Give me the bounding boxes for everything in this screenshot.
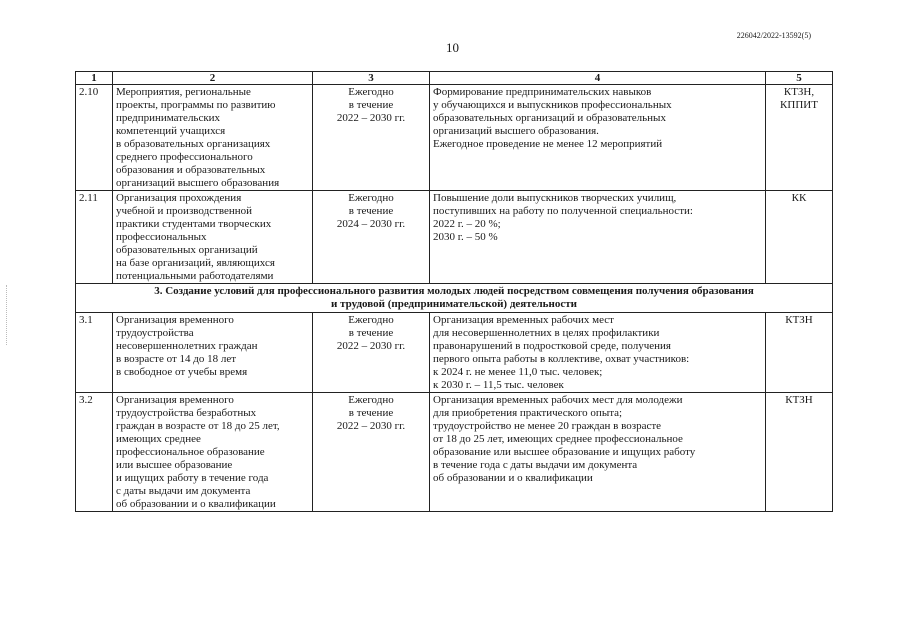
cell-line: на базе организаций, являющихся (116, 257, 275, 269)
cell-line: КТЗН, (783, 86, 815, 98)
cell-line: трудоустройства (116, 327, 194, 339)
table-header-row (76, 72, 833, 85)
cell-line: 2022 – 2030 гг. (336, 420, 406, 432)
term-cell (313, 393, 430, 512)
term-cell (313, 191, 430, 284)
term-cell (313, 85, 430, 191)
cell-line: Организация временного (116, 394, 234, 406)
cell-line: 2022 – 2030 гг. (336, 112, 406, 124)
cell-line: для несовершеннолетних в целях профилактики (433, 327, 660, 339)
cell-line: Ежегодно (348, 314, 394, 326)
result-cell (430, 393, 766, 512)
header-cell-4: 4 (430, 72, 766, 85)
cell-line: потенциальными работодателями (116, 270, 274, 282)
row-number: 3.1 (76, 313, 113, 393)
cell-line: 2024 – 2030 гг. (336, 218, 406, 230)
cell-line: к 2030 г. – 11,5 тыс. человек (433, 379, 564, 391)
cell-line: 2022 – 2030 гг. (336, 340, 406, 352)
section-heading-row (76, 284, 833, 313)
cell-line: в возрасте от 14 до 18 лет (116, 353, 237, 365)
section-heading-line: 3. Создание условий для профессионального развития молодых людей посредством совмещения получения образования (154, 285, 754, 297)
cell-line: проекты, программы по развитию (116, 99, 276, 111)
cell-line: в течение года с даты выдачи им документа (433, 459, 638, 471)
cell-line: профессиональное образование (116, 446, 265, 458)
cell-line: граждан в возрасте от 18 до 25 лет, (116, 420, 280, 432)
cell-line: компетенций учащихся (116, 125, 226, 137)
event-cell (113, 85, 313, 191)
cell-line: в течение (348, 205, 394, 217)
cell-line: имеющих среднее (116, 433, 201, 445)
table-row (76, 85, 833, 191)
header-cell-2: 2 (113, 72, 313, 85)
cell-line: для приобретения практического опыта; (433, 407, 623, 419)
table-row (76, 191, 833, 284)
cell-line: Формирование предпринимательских навыков (433, 86, 652, 98)
cell-line: предпринимательских (116, 112, 221, 124)
term-cell (313, 313, 430, 393)
cell-line: к 2024 г. не менее 11,0 тыс. человек; (433, 366, 603, 378)
section-heading-line: и трудовой (предпринимательской) деятельности (331, 298, 577, 310)
section-heading (76, 284, 833, 313)
cell-line: Ежегодное проведение не менее 12 мероприятий (433, 138, 663, 150)
cell-line: КТЗН (785, 314, 813, 326)
cell-line: трудоустройство не менее 20 граждан в возрасте (433, 420, 662, 432)
cell-line: в течение (348, 99, 394, 111)
cell-line: правонарушений в подростковой среде, получения (433, 340, 671, 352)
header-cell-1: 1 (76, 72, 113, 85)
cell-line: Организация временных рабочих мест (433, 314, 614, 326)
cell-line: Повышение доли выпускников творческих училищ, (433, 192, 677, 204)
cell-line: образовательных организаций и образовательных (433, 112, 666, 124)
table-row (76, 313, 833, 393)
cell-line: поступивших на работу по полученной специальности: (433, 205, 693, 217)
cell-line: образования и образовательных (116, 164, 266, 176)
result-cell (430, 191, 766, 284)
cell-line: и ищущих работу в течение года (116, 472, 269, 484)
cell-line: профессиональных (116, 231, 207, 243)
cell-line: с даты выдачи им документа (116, 485, 251, 497)
cell-line: КТЗН (785, 394, 813, 406)
header-cell-3: 3 (313, 72, 430, 85)
cell-line: в течение (348, 407, 394, 419)
cell-line: Организация временного (116, 314, 234, 326)
plan-table (75, 71, 833, 512)
margin-mark (6, 285, 8, 345)
cell-line: об образовании и о квалификации (116, 498, 276, 510)
row-number: 2.11 (76, 191, 113, 284)
page-number: 10 (446, 40, 459, 55)
cell-line: организаций высшего образования. (433, 125, 599, 137)
cell-line: Мероприятия, региональные (116, 86, 251, 98)
cell-line: несовершеннолетних граждан (116, 340, 258, 352)
cell-line: трудоустройства безработных (116, 407, 257, 419)
table-row (76, 393, 833, 512)
cell-line: Ежегодно (348, 192, 394, 204)
cell-line: в образовательных организациях (116, 138, 271, 150)
executor-cell (766, 393, 833, 512)
cell-line: организаций высшего образования (116, 177, 280, 189)
cell-line: среднего профессионального (116, 151, 253, 163)
row-number: 3.2 (76, 393, 113, 512)
cell-line: Ежегодно (348, 86, 394, 98)
result-cell (430, 85, 766, 191)
cell-line: первого опыта работы в коллективе, охват участников: (433, 353, 690, 365)
cell-line: об образовании и о квалификации (433, 472, 593, 484)
cell-line: учебной и производственной (116, 205, 253, 217)
cell-line: 2030 г. – 50 % (433, 231, 498, 243)
cell-line: Ежегодно (348, 394, 394, 406)
executor-cell (766, 85, 833, 191)
cell-line: в свободное от учебы время (116, 366, 248, 378)
cell-line: образовательных организаций (116, 244, 258, 256)
result-cell (430, 313, 766, 393)
cell-line: Организация прохождения (116, 192, 242, 204)
header-cell-5: 5 (766, 72, 833, 85)
cell-line: в течение (348, 327, 394, 339)
cell-line: КК (791, 192, 807, 204)
cell-line: практики студентами творческих (116, 218, 272, 230)
executor-cell (766, 191, 833, 284)
cell-line: 2022 г. – 20 %; (433, 218, 501, 230)
cell-line: или высшее образование (116, 459, 233, 471)
document-id: 226042/2022-13592(5) (736, 31, 811, 40)
cell-line: у обучающихся и выпускников профессиональных (433, 99, 672, 111)
event-cell (113, 191, 313, 284)
executor-cell (766, 313, 833, 393)
cell-line: КППИТ (780, 99, 818, 111)
cell-line: образование или высшее образование и ищущих работу (433, 446, 696, 458)
event-cell (113, 313, 313, 393)
row-number: 2.10 (76, 85, 113, 191)
cell-line: от 18 до 25 лет, имеющих среднее профессиональное (433, 433, 683, 445)
event-cell (113, 393, 313, 512)
cell-line: Организация временных рабочих мест для молодежи (433, 394, 683, 406)
